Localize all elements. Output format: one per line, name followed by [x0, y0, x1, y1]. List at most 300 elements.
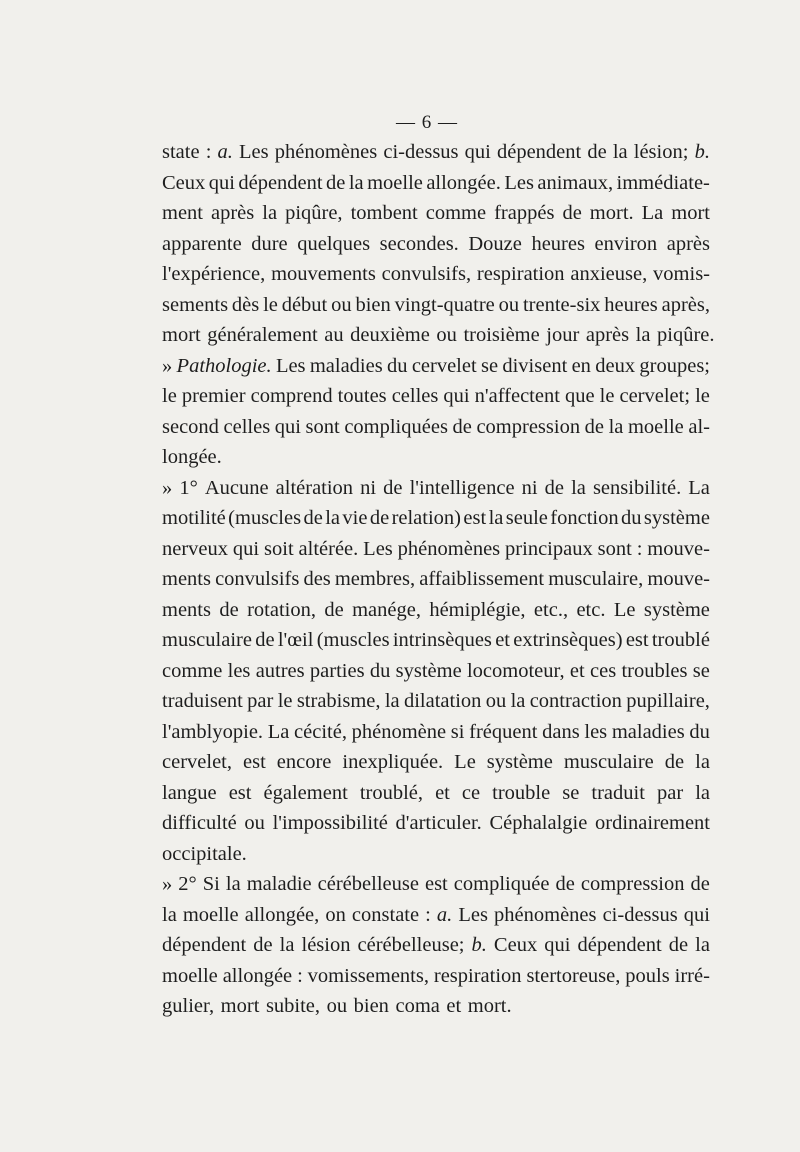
word: système — [643, 598, 710, 621]
word: musculaire, — [548, 568, 644, 590]
word: (muscles — [316, 629, 390, 651]
text-line — [162, 900, 710, 931]
word: qui — [208, 171, 235, 194]
word: en — [571, 354, 591, 377]
word: encore — [276, 751, 332, 773]
word: : — [297, 964, 303, 987]
word: La — [267, 720, 290, 743]
word: l'impossibilité — [272, 812, 388, 834]
body-text — [162, 137, 715, 1022]
word: lésion; — [633, 141, 689, 163]
word: la — [162, 903, 177, 926]
text-line — [162, 168, 710, 199]
word: rotation, — [247, 598, 316, 621]
word: se — [692, 659, 710, 682]
word: de — [544, 476, 565, 499]
word: 2° — [178, 873, 197, 895]
word: celles — [223, 415, 271, 438]
word: se — [480, 354, 499, 377]
word: de — [584, 415, 605, 438]
word: généralement — [207, 324, 318, 346]
word: de — [555, 873, 575, 895]
text-line — [162, 656, 710, 687]
word: altérée. — [298, 537, 359, 560]
word: après — [585, 324, 630, 346]
text-line — [162, 259, 710, 290]
word: de — [562, 202, 582, 224]
word: phénomène — [351, 720, 447, 743]
word: Les — [363, 537, 393, 560]
word: phénomènes — [397, 537, 501, 560]
word: la — [695, 781, 710, 804]
word: de — [668, 934, 689, 956]
word: Douze — [468, 232, 522, 255]
word: comme — [425, 202, 487, 224]
word: second — [162, 415, 219, 438]
text-line — [162, 991, 710, 1022]
word: irré- — [674, 964, 710, 987]
word: dans — [542, 720, 580, 743]
word: est — [463, 507, 487, 529]
word: seule — [505, 507, 548, 529]
word: ci-dessus — [383, 141, 459, 163]
word: dépendent — [238, 171, 323, 194]
word: phénomènes — [494, 903, 597, 926]
word: troubles — [621, 659, 688, 682]
word: : — [205, 141, 212, 163]
word: le — [695, 385, 710, 407]
text-line — [162, 564, 710, 595]
word: qui — [443, 385, 470, 407]
word: traduit — [591, 781, 645, 804]
word: et — [495, 629, 510, 651]
word: Le — [613, 598, 636, 621]
word: ci-dessus — [602, 903, 678, 926]
word: troublé — [651, 629, 710, 651]
word: la — [488, 507, 504, 529]
word: cérébelleuse — [317, 873, 419, 895]
word: ou — [244, 812, 265, 834]
word: Les — [458, 903, 488, 926]
word: compliquées — [344, 415, 448, 438]
word: du — [689, 720, 710, 743]
text-line — [162, 686, 710, 717]
word: ments — [162, 568, 211, 590]
word: cérébelleuse; — [357, 934, 465, 956]
word: également — [263, 781, 348, 804]
word: du — [387, 354, 408, 377]
word: qui — [274, 415, 301, 438]
word: » — [162, 873, 173, 895]
word: si — [450, 720, 465, 743]
word: respiration — [433, 964, 522, 987]
word: ou — [498, 293, 520, 316]
word: pupillaire, — [626, 690, 710, 712]
text-line — [162, 839, 710, 870]
word: fréquent — [469, 720, 538, 743]
word: heures — [531, 232, 585, 255]
word: Céphalalgie — [489, 812, 588, 834]
word: la — [635, 324, 651, 346]
word: piqûre, — [285, 202, 343, 224]
text-line — [162, 625, 710, 656]
word: phénomènes — [274, 141, 378, 163]
text-line — [162, 595, 710, 626]
word: moelle — [367, 171, 423, 194]
word: etc., — [533, 598, 569, 621]
word: mort. — [467, 995, 512, 1017]
word: ou — [331, 293, 352, 316]
word: ment — [162, 202, 203, 224]
word: tombent — [350, 202, 418, 224]
word: relation) — [391, 507, 462, 529]
word: de — [587, 141, 607, 163]
word: : — [636, 537, 643, 560]
word: anxieuse, — [570, 263, 648, 285]
text-line — [162, 961, 710, 992]
word: vomissements, — [307, 964, 429, 987]
text-line — [162, 808, 710, 839]
word: dilatation — [403, 690, 482, 712]
text-line — [162, 351, 710, 382]
word: de — [369, 507, 390, 529]
word: Pathologie. — [176, 354, 272, 377]
word: du — [369, 659, 391, 682]
word: la — [325, 507, 340, 529]
text-line — [162, 534, 710, 565]
word: la — [608, 415, 624, 438]
word: sensibilité. — [592, 476, 682, 499]
word: après, — [661, 293, 710, 316]
word: cervelet; — [619, 385, 691, 407]
word: divisent — [502, 354, 568, 377]
word: autres — [255, 659, 305, 682]
text-line — [162, 747, 710, 778]
word: convulsifs — [215, 568, 300, 590]
word: est — [625, 629, 649, 651]
word: ou — [326, 995, 348, 1017]
word: Les — [275, 354, 306, 377]
word: lésion — [301, 934, 351, 956]
word: qui — [232, 537, 260, 560]
word: La — [641, 202, 664, 224]
word: fonction — [550, 507, 619, 529]
word: moelle — [182, 903, 239, 926]
word: ordinairement — [595, 812, 710, 834]
word: La — [688, 476, 710, 499]
word: de — [664, 751, 685, 773]
word: au — [324, 324, 344, 346]
word: a. — [217, 141, 233, 163]
word: ni — [521, 476, 538, 499]
word: ces — [590, 659, 617, 682]
word: al- — [688, 415, 710, 438]
word: altération — [275, 476, 354, 499]
word: Les — [504, 171, 534, 194]
word: dure — [251, 232, 288, 255]
word: de — [303, 507, 323, 529]
word: musculaire — [162, 629, 252, 651]
word: environ — [594, 232, 658, 255]
word: de — [326, 171, 346, 194]
word: principaux — [505, 537, 593, 560]
word: troublé, — [359, 781, 424, 804]
word: dépendent — [496, 141, 582, 163]
word: apparente — [162, 232, 242, 255]
word: la — [510, 690, 526, 712]
word: piqûre. — [657, 324, 715, 346]
word: soit — [264, 537, 294, 560]
word: membres, — [334, 568, 416, 590]
word: b. — [694, 141, 710, 163]
word: contraction — [529, 690, 622, 712]
word: qui — [464, 141, 491, 163]
word: a. — [436, 903, 453, 926]
word: système — [486, 751, 553, 773]
word: coma — [395, 995, 440, 1017]
word: les — [584, 720, 608, 743]
word: deux — [595, 354, 636, 377]
word: heures — [604, 293, 658, 316]
text-line — [162, 229, 710, 260]
word: manége, — [352, 598, 421, 621]
word: quelques — [297, 232, 371, 255]
word: mouvements — [271, 263, 376, 285]
word: » — [162, 476, 173, 499]
word: : — [425, 903, 431, 926]
word: jour — [546, 324, 580, 346]
word: et — [446, 995, 462, 1017]
word: est — [228, 781, 252, 804]
word: la — [571, 476, 586, 499]
text-line — [162, 381, 710, 412]
word: ni — [360, 476, 377, 499]
word: ou — [436, 324, 457, 346]
word: de — [324, 598, 344, 621]
text-line — [162, 137, 710, 168]
word: state — [162, 141, 200, 163]
word: le — [162, 385, 177, 407]
word: compression — [476, 415, 581, 438]
word: bien — [353, 995, 389, 1017]
word: secondes. — [379, 232, 459, 255]
word: strabisme, — [296, 690, 381, 712]
word: gulier, — [162, 995, 215, 1017]
word: Les — [239, 141, 269, 163]
text-line — [162, 412, 710, 443]
word: l'amblyopie. — [162, 720, 264, 743]
word: Aucune — [204, 476, 269, 499]
word: traduisent — [162, 690, 243, 712]
word: hémiplégie, — [429, 598, 526, 621]
word: inexpliquée. — [342, 751, 444, 773]
word: musculaire — [563, 751, 654, 773]
word: de — [253, 934, 273, 956]
word: le — [277, 690, 293, 712]
word: mort. — [589, 202, 634, 224]
word: ce — [461, 781, 481, 804]
word: langue — [162, 781, 217, 804]
word: convulsifs, — [381, 263, 472, 285]
word: n'affectent — [474, 385, 560, 407]
word: ments — [162, 598, 211, 621]
word: vie — [342, 507, 368, 529]
word: subite, — [265, 995, 321, 1017]
word: etc. — [576, 598, 606, 621]
word: la — [612, 141, 628, 163]
word: sont — [597, 537, 632, 560]
word: que — [564, 385, 595, 407]
word: de — [383, 476, 403, 499]
word: se — [562, 781, 580, 804]
text-line — [162, 869, 710, 900]
word: système — [643, 507, 710, 529]
word: et — [435, 781, 450, 804]
word: affaiblissement — [419, 568, 545, 590]
text-line — [162, 503, 710, 534]
word: moelle — [627, 415, 684, 438]
text-line — [162, 473, 710, 504]
word: par — [656, 781, 684, 804]
word: groupes; — [639, 354, 710, 377]
word: stertoreuse, — [526, 964, 621, 987]
word: Ceux — [493, 934, 538, 956]
word: longée. — [162, 446, 222, 468]
word: l'œil — [277, 629, 314, 651]
word: la — [279, 934, 295, 956]
text-line — [162, 290, 710, 321]
word: allongée, — [244, 903, 320, 926]
word: troisième — [463, 324, 540, 346]
word: de — [219, 598, 239, 621]
word: respiration — [476, 263, 565, 285]
word: on — [325, 903, 346, 926]
word: sements — [162, 293, 229, 316]
word: trouble — [492, 781, 551, 804]
text-line — [162, 778, 710, 809]
text-line — [162, 198, 710, 229]
word: comprend — [250, 385, 333, 407]
word: nerveux — [162, 537, 229, 560]
word: pouls — [625, 964, 670, 987]
word: la — [262, 202, 278, 224]
word: maladies — [611, 720, 685, 743]
text-line — [162, 320, 715, 351]
word: deuxième — [350, 324, 430, 346]
word: système — [395, 659, 462, 682]
word: 1° — [179, 476, 198, 499]
word: extrinsèques) — [513, 629, 623, 651]
word: dès — [231, 293, 260, 316]
word: vomis- — [653, 263, 710, 285]
page-number: — 6 — — [396, 112, 458, 133]
word: d'articuler. — [395, 812, 482, 834]
word: animaux, — [537, 171, 614, 194]
text-line — [162, 442, 710, 473]
word: de — [690, 873, 710, 895]
word: est — [243, 751, 266, 773]
word: compression — [580, 873, 685, 895]
word: constate — [351, 903, 420, 926]
word: les — [227, 659, 251, 682]
word: allongée. — [426, 171, 501, 194]
word: (muscles — [228, 507, 302, 529]
word: compliquée — [453, 873, 550, 895]
word: qui — [683, 903, 710, 926]
word: mouve- — [647, 537, 710, 560]
word: Ceux — [162, 171, 206, 194]
word: qui — [544, 934, 571, 956]
word: le — [263, 293, 278, 316]
word: du — [621, 507, 642, 529]
word: celles — [391, 385, 439, 407]
word: dépendent — [162, 934, 247, 956]
word: moelle — [162, 964, 218, 987]
word: premier — [181, 385, 246, 407]
word: cervelet, — [162, 751, 232, 773]
word: toutes — [337, 385, 387, 407]
text-line — [162, 717, 710, 748]
word: de — [255, 629, 275, 651]
word: la — [384, 690, 400, 712]
word: mort — [220, 995, 260, 1017]
word: frappés — [494, 202, 555, 224]
word: mouve- — [647, 568, 710, 590]
word: après — [211, 202, 255, 224]
word: la — [695, 751, 710, 773]
word: ou — [485, 690, 507, 712]
word: occipitale. — [162, 842, 247, 865]
word: immédiate- — [616, 171, 710, 194]
word: locomoteur, — [466, 659, 565, 682]
word: maladie — [246, 873, 312, 895]
text-line — [162, 930, 710, 961]
word: sont — [305, 415, 340, 438]
word: motilité — [162, 507, 226, 529]
word: intrinsèques — [392, 629, 492, 651]
word: parties — [309, 659, 365, 682]
word: le — [599, 385, 615, 407]
word: trente-six — [522, 293, 601, 316]
word: des — [303, 568, 331, 590]
word: et — [569, 659, 585, 682]
word: vingt-quatre — [394, 293, 495, 316]
word: l'intelligence — [409, 476, 515, 499]
word: Le — [454, 751, 476, 773]
word: est — [424, 873, 448, 895]
word: Si — [202, 873, 220, 895]
word: mort — [162, 324, 201, 346]
word: difficulté — [162, 812, 237, 834]
word: la — [225, 873, 241, 895]
word: dépendent — [577, 934, 662, 956]
word: l'expérience, — [162, 263, 266, 285]
word: la — [348, 171, 364, 194]
word: cécité, — [294, 720, 347, 743]
word: par — [247, 690, 274, 712]
word: début — [281, 293, 328, 316]
word: après — [666, 232, 710, 255]
word: cervelet — [411, 354, 477, 377]
word: mort — [671, 202, 710, 224]
word: » — [162, 354, 173, 377]
word: bien — [355, 293, 391, 316]
word: allongée — [222, 964, 293, 987]
word: la — [695, 934, 710, 956]
word: maladies — [309, 354, 383, 377]
word: comme — [162, 659, 223, 682]
word: b. — [471, 934, 487, 956]
